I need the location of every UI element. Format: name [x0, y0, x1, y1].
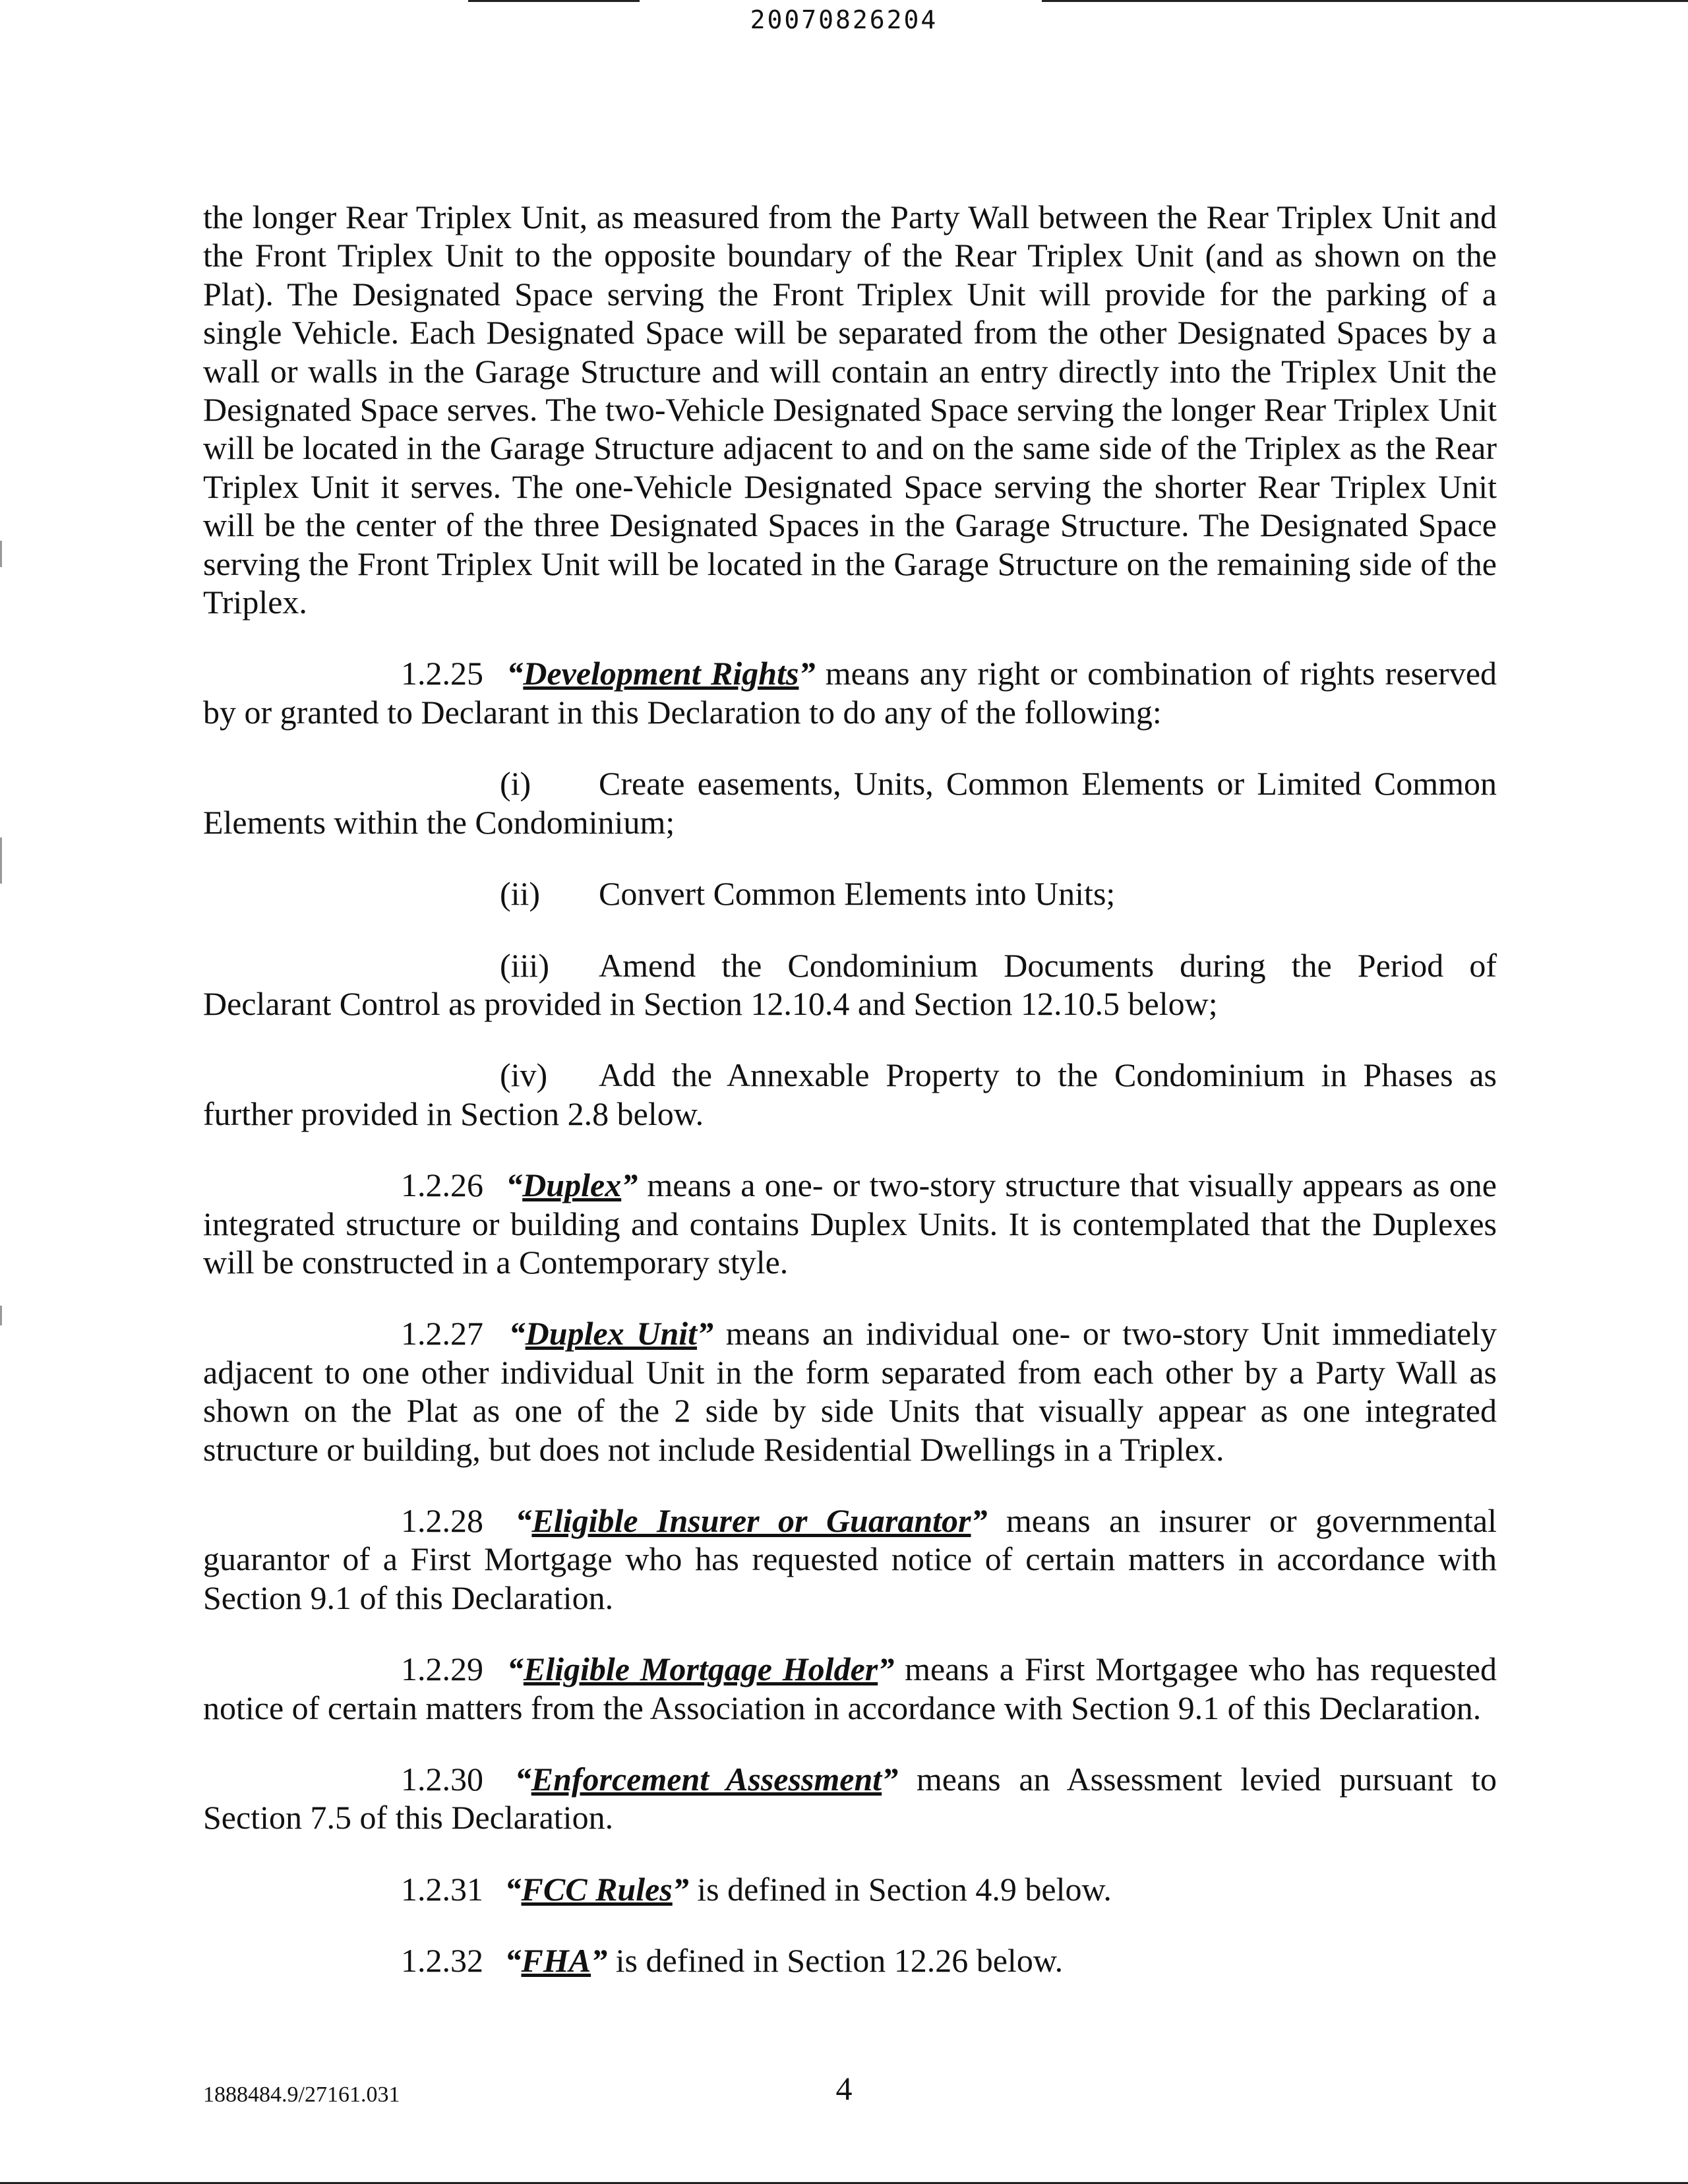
footer-document-code: 1888484.9/27161.031: [203, 2082, 400, 2107]
definition-text: is defined in Section 12.26 below.: [607, 1942, 1064, 1980]
defined-term: “Duplex Unit”: [508, 1315, 714, 1352]
scan-margin-mark: [0, 1306, 2, 1325]
definition-1-2-30: [203, 1760, 1497, 1837]
subitem-iv: [203, 1056, 1497, 1133]
definition-number: 1.2.28: [401, 1502, 483, 1539]
subitem-text: Amend the Condominium Documents during the Period of Declarant Control as provided in Section 12.10.4 and Section 12.10.5 below;: [203, 946, 1497, 1022]
defined-term: “Development Rights”: [506, 655, 816, 692]
subitem-iii: [203, 946, 1497, 1023]
subitem-ii: [203, 874, 1497, 913]
defined-term: “FCC Rules”: [504, 1870, 689, 1908]
definition-number: 1.2.31: [401, 1870, 483, 1908]
scan-top-rule: [468, 0, 640, 2]
document-number: 20070826204: [750, 5, 938, 34]
definition-number: 1.2.26: [401, 1167, 483, 1204]
definition-number: 1.2.32: [401, 1942, 483, 1980]
subitem-i: [203, 764, 1497, 841]
subitem-text: Add the Annexable Property to the Condominium in Phases as further provided in Section 2.8 below.: [203, 1056, 1497, 1132]
definition-text: means an individual one- or two-story Unit immediately adjacent to one other individual Unit in the form separated from each other by a Party Wall as shown on the Plat as one of the 2 side by side Units that visually appear as one integrated structure or building, but does not include Residential Dwellings in a Triplex.: [203, 1315, 1497, 1468]
subitem-number: (iii): [500, 946, 549, 984]
scan-top-rule-right: [1042, 0, 1688, 2]
definition-1-2-32: [203, 1941, 1497, 1980]
definition-1-2-25: [203, 654, 1497, 731]
subitem-text: Create easements, Units, Common Elements or Limited Common Elements within the Condominium;: [203, 765, 1497, 841]
continuation-paragraph: the longer Rear Triplex Unit, as measured from the Party Wall between the Rear Triplex Unit and the Front Triplex Unit to the opposite boundary of the Rear Triplex Unit (and as shown on the Plat). The Designated Space serving the Front Triplex Unit will provide for the parking of a single Vehicle. Each Designated Space will be separated from the other Designated Spaces by a wall or walls in the Garage Structure and will contain an entry directly into the Triplex Unit the Designated Space serves. The two-Vehicle Designated Space serving the longer Rear Triplex Unit will be located in the Garage Structure adjacent to and on the same side of the Triplex as the Rear Triplex Unit it serves. The one-Vehicle Designated Space serving the shorter Rear Triplex Unit will be the center of the three Designated Spaces in the Garage Structure. The Designated Space serving the Front Triplex Unit will be located in the Garage Structure on the remaining side of the Triplex.: [203, 198, 1497, 621]
definition-text: means a First Mortgagee who has requested notice of certain matters from the Association in accordance with Section 9.1 of this Declaration.: [203, 1651, 1497, 1726]
definition-number: 1.2.27: [401, 1315, 483, 1352]
subitem-number: (iv): [500, 1056, 548, 1094]
defined-term: “Duplex”: [506, 1167, 638, 1204]
definition-number: 1.2.25: [401, 655, 483, 692]
definition-1-2-31: [203, 1870, 1497, 1908]
defined-term: “FHA”: [504, 1942, 608, 1980]
defined-term: “Eligible Insurer or Guarantor”: [515, 1502, 988, 1539]
definition-text: means any right or combination of rights reserved by or granted to Declarant in this Declaration to do any of the following:: [203, 655, 1497, 731]
definition-1-2-26: [203, 1166, 1497, 1281]
definition-text: means a one- or two-story structure that visually appears as one integrated structure or building and contains Duplex Units. It is contemplated that the Duplexes will be constructed in a Contemporary style.: [203, 1167, 1497, 1281]
definition-text: is defined in Section 4.9 below.: [688, 1870, 1112, 1908]
subitem-text: Convert Common Elements into Units;: [599, 875, 1116, 913]
definition-number: 1.2.30: [401, 1761, 483, 1798]
definition-1-2-27: [203, 1314, 1497, 1469]
subitem-number: (ii): [500, 875, 541, 913]
definition-1-2-29: [203, 1650, 1497, 1727]
scan-margin-mark: [0, 541, 2, 567]
definition-text: means an insurer or governmental guarantor of a First Mortgage who has requested notice of certain matters in accordance with Section 9.1 of this Declaration.: [203, 1502, 1497, 1616]
page-number: 4: [835, 2070, 853, 2107]
subitem-number: (i): [500, 765, 531, 803]
defined-term: “Eligible Mortgage Holder”: [506, 1651, 895, 1688]
scan-margin-mark: [0, 837, 2, 884]
definition-1-2-28: [203, 1502, 1497, 1617]
defined-term: “Enforcement Assessment”: [514, 1761, 899, 1798]
document-body: [203, 198, 1497, 1980]
definition-number: 1.2.29: [401, 1651, 483, 1688]
definition-text: means an Assessment levied pursuant to Section 7.5 of this Declaration.: [203, 1761, 1497, 1836]
